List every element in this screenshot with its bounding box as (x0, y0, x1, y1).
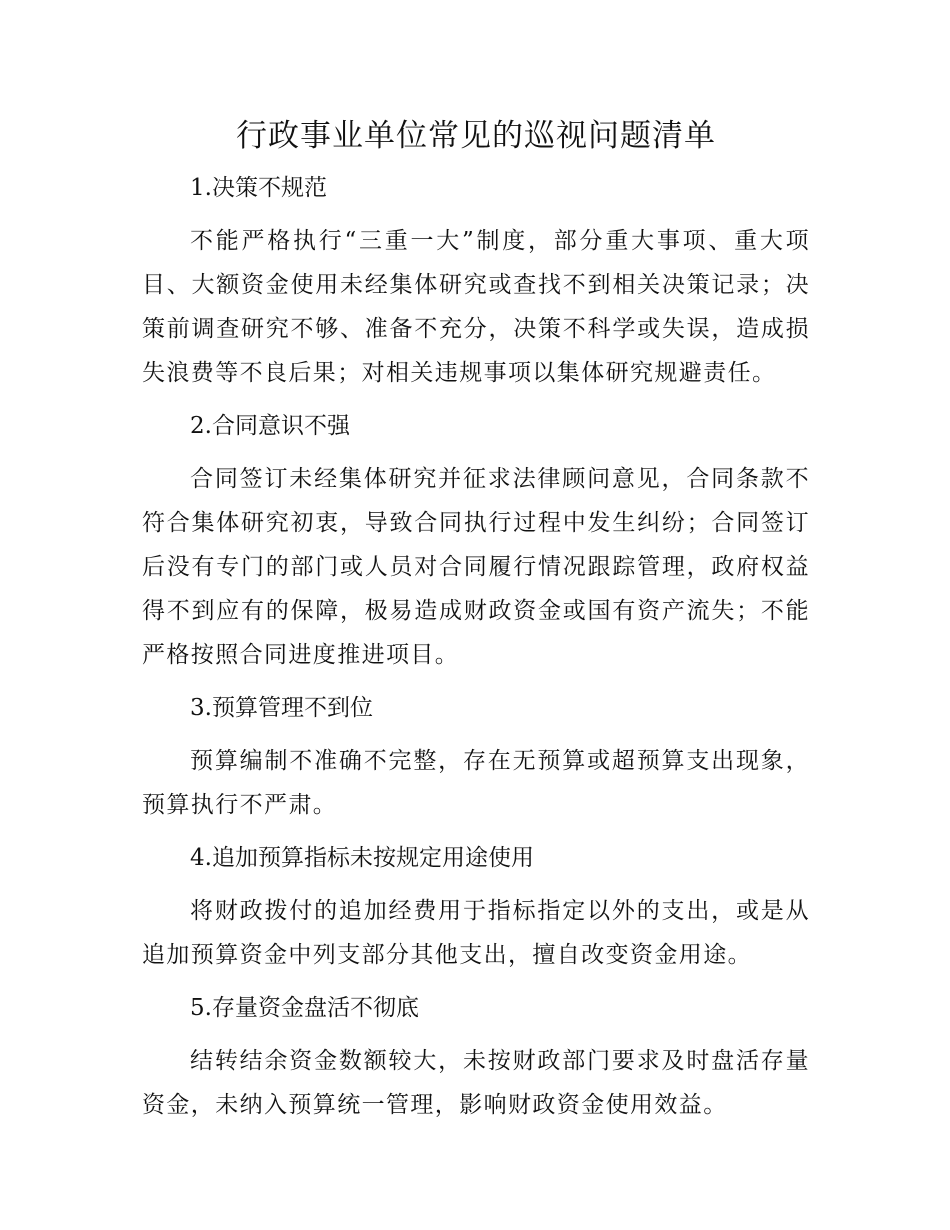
section-body: 结转结余资金数额较大，未按财政部门要求及时盘活存量资金，未纳入预算统一管理，影响财政资金使用效益。 (142, 1048, 810, 1118)
section-body: 将财政拨付的追加经费用于指标指定以外的支出，或是从追加预算资金中列支部分其他支出，擅自改变资金用途。 (142, 898, 810, 968)
section-4 (142, 838, 810, 988)
section-heading: 4.追加预算指标未按规定用途使用 (190, 845, 534, 871)
section-heading: 5.存量资金盘活不彻底 (190, 995, 419, 1021)
section-5 (142, 988, 810, 1138)
section-body: 合同签订未经集体研究并征求法律顾问意见，合同条款不符合集体研究初衷，导致合同执行过程中发生纠纷；合同签订后没有专门的部门或人员对合同履行情况跟踪管理，政府权益得不到应有的保障，极易造成财政资金或国有资产流失；不能严格按照合同进度推进项目。 (142, 466, 810, 668)
document-title: 行政事业单位常见的巡视问题清单 (236, 118, 716, 154)
document-content (142, 168, 810, 1138)
section-heading: 2.合同意识不强 (190, 413, 350, 439)
section-2 (142, 406, 810, 688)
section-body: 不能严格执行“三重一大”制度，部分重大事项、重大项目、大额资金使用未经集体研究或查找不到相关决策记录；决策前调查研究不够、准备不充分，决策不科学或失误，造成损失浪费等不良后果；对相关违规事项以集体研究规避责任。 (142, 228, 810, 386)
section-body: 预算编制不准确不完整，存在无预算或超预算支出现象，预算执行不严肃。 (142, 748, 810, 818)
section-1 (142, 168, 810, 406)
section-3 (142, 688, 810, 838)
section-heading: 3.预算管理不到位 (190, 695, 373, 721)
section-heading: 1.决策不规范 (190, 175, 327, 201)
